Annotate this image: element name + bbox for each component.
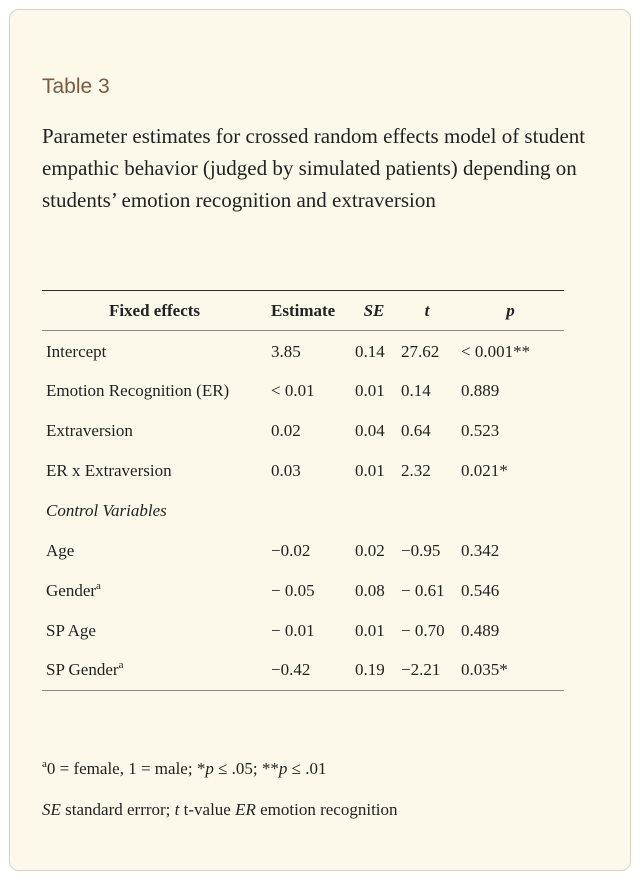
header-t: t	[397, 291, 457, 331]
effect-cell: Emotion Recognition (ER)	[46, 380, 230, 400]
estimate-cell: − 0.01	[271, 620, 315, 640]
estimate-cell: − 0.05	[271, 580, 315, 600]
se-cell: 0.04	[355, 420, 385, 440]
t-cell: 0.14	[401, 380, 431, 400]
estimate-cell: < 0.01	[271, 380, 315, 400]
control-variables-label: Control Variables	[46, 500, 167, 520]
effect-cell: Extraversion	[46, 420, 133, 440]
effect-cell: SP Gender$^a$	[42, 651, 267, 691]
se-cell: 0.14	[355, 341, 385, 361]
se-cell: 0.02	[355, 540, 385, 560]
section-row	[42, 491, 564, 531]
footnote-a: $^a$0 = female, 1 = male; *p ≤ .05; **p ≤ .01	[42, 758, 327, 778]
estimate-cell: 3.85	[271, 341, 301, 361]
estimate-cell: 0.03	[271, 460, 301, 480]
t-cell: − 0.61	[401, 580, 445, 600]
header-p: p	[457, 291, 564, 331]
p-cell: 0.546	[461, 580, 500, 600]
t-cell: 27.62	[401, 341, 440, 361]
effect-cell: Intercept	[46, 341, 107, 361]
table-row	[42, 571, 564, 611]
t-cell: −0.95	[401, 540, 441, 560]
se-cell: 0.01	[355, 380, 385, 400]
table-row	[42, 371, 564, 411]
effect-cell: SP Age	[46, 620, 96, 640]
estimate-cell: −0.42	[267, 651, 351, 691]
fixed-effects-table	[42, 290, 564, 691]
p-cell: 0.342	[461, 540, 500, 560]
p-cell: 0.889	[461, 380, 500, 400]
effect-cell: ER x Extraversion	[46, 460, 172, 480]
estimate-cell: −0.02	[271, 540, 311, 560]
effect-cell: Age	[46, 540, 75, 560]
table-row	[42, 451, 564, 491]
p-cell: 0.035*	[457, 651, 564, 691]
header-se: SE	[351, 291, 397, 331]
footnote-abbreviations: SE standard errror; t t-value ER emotion recognition	[42, 800, 398, 819]
p-cell: 0.489	[461, 620, 500, 640]
table-caption: Parameter estimates for crossed random effects model of student empathic behavior (judged by simulated patients) depending on students’ emotion recognition and extraversion	[42, 124, 586, 212]
p-cell: < 0.001**	[461, 341, 531, 361]
table-row	[42, 331, 564, 371]
t-cell: −2.21	[397, 651, 457, 691]
effect-cell: Gender$^a$	[46, 579, 101, 600]
p-cell: 0.021*	[461, 460, 508, 480]
p-cell: 0.523	[461, 420, 500, 440]
table-row	[42, 611, 564, 651]
t-cell: 0.64	[401, 420, 431, 440]
table-label: Table 3	[42, 75, 110, 98]
t-cell: − 0.70	[401, 620, 445, 640]
table-header-row	[42, 291, 564, 331]
se-cell: 0.19	[351, 651, 397, 691]
table-row	[42, 651, 564, 691]
header-fixed-effects: Fixed effects	[42, 291, 267, 331]
table-row	[42, 531, 564, 571]
header-estimate: Estimate	[267, 291, 351, 331]
se-cell: 0.01	[355, 620, 385, 640]
se-cell: 0.08	[355, 580, 385, 600]
t-cell: 2.32	[401, 460, 431, 480]
table-row	[42, 411, 564, 451]
se-cell: 0.01	[355, 460, 385, 480]
table-panel	[9, 9, 631, 871]
estimate-cell: 0.02	[271, 420, 301, 440]
